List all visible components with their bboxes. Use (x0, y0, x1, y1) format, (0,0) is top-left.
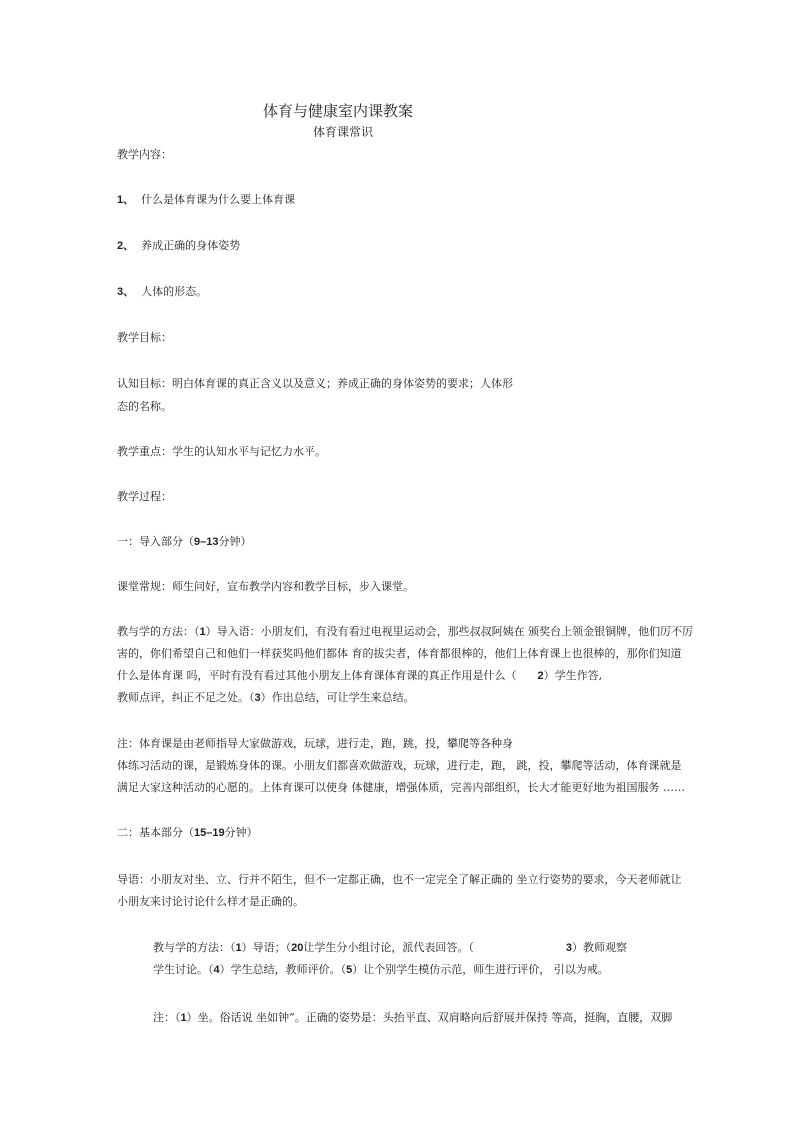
note1-line-3: 满足大家这种活动的心愿的。上体育课可以使身 体健康，增强体质，完善内部组织，长大才能更好地为祖国服务 …… (117, 781, 685, 794)
part2-pre: 二：基本部分（ (117, 826, 194, 839)
content-item-1 (117, 193, 295, 207)
method1-line3a: 什么是体育课 吗，平时有没有看过其他小朋友上体育课体育课的真正作用是什么（ (117, 669, 517, 682)
intro-line-2: 小朋友来讨论讨论什么样才是正确的。 (117, 895, 304, 908)
method1-a: 教与学的方法：（ (117, 625, 200, 638)
part1-pre: 一：导入部分（ (117, 535, 194, 548)
part2-heading (117, 826, 258, 840)
method1-line4-num: 3 (254, 692, 261, 704)
method1-b: ）导入语：小朋友们，有没有看过电视里运动会，那些叔叔阿姨在 颁奖台上领金银铜牌，他们厉不厉 (205, 625, 694, 638)
note2-b: ）坐。俗话说 坐如钟”。正确的姿势是：头抬平直、双肩略向后舒展并保持 等高，挺胸，直腰，双脚 (186, 1011, 673, 1024)
part1-heading (117, 535, 251, 549)
method1-line-1 (117, 625, 693, 639)
content-item-text: 养成正确的身体姿势 (141, 239, 241, 252)
content-item-2 (117, 239, 240, 253)
part1-post: 分钟） (218, 535, 252, 548)
method2-n3: 3 (565, 942, 572, 954)
method1-line3b: ）学生作答, (543, 669, 603, 682)
note1-line-2: 体练习活动的课，是锻炼身体的课。小朋友们都喜欢做游戏，玩球，进行走，跑， 跳，投，攀爬等活动，体育课就是 (117, 759, 682, 772)
method1-num: 1 (199, 626, 206, 638)
method2-line2c: ）让个别学生模仿示范，师生进行评价， 引以为戒。 (352, 963, 609, 976)
content-item-num: 3、 (117, 286, 135, 298)
content-item-text: 人体的形态。 (141, 285, 208, 298)
method2-line-2 (153, 963, 609, 977)
content-item-num: 1、 (117, 194, 135, 206)
method2-b: ）导语；（ (241, 941, 292, 954)
method2-d: ）教师观察 (572, 941, 627, 954)
goal-line-2: 态的名称。 (117, 400, 172, 413)
method1-line-3 (117, 669, 602, 683)
method2-n2: 20 (291, 942, 304, 954)
doc-subtitle: 体育课常识 (313, 125, 374, 139)
intro-line-1: 导语：小朋友对坐、立、行并不陌生，但不一定都正确，也不一定完全了解正确的 坐立行姿势的要求，今天老师就让 (117, 873, 682, 886)
part1-duration: 9–13 (194, 536, 219, 548)
method1-line4a: 教师点评，纠正不足之处。（ (117, 691, 255, 704)
note2-num: 1 (180, 1012, 187, 1024)
teaching-focus: 教学重点：学生的认知水平与记忆力水平。 (117, 445, 326, 458)
class-routine: 课堂常规：师生问好，宣布教学内容和教学目标，步入课堂。 (117, 580, 414, 593)
method1-line3-num: 2 (537, 670, 544, 682)
method2-n4: 4 (213, 964, 220, 976)
method2-c: 让学生分小组讨论，派代表回答。（ (303, 941, 474, 954)
method1-line4b: ）作出总结，可让学生来总结。 (260, 691, 415, 704)
doc-title: 体育与健康室内课教案 (263, 102, 414, 120)
method2-n5: 5 (346, 964, 353, 976)
goal-line-1: 认知目标：明白体育课的真正含义以及意义；养成正确的身体姿势的要求；人体形 (117, 377, 513, 390)
process-heading: 教学过程： (117, 490, 172, 503)
content-item-3 (117, 285, 207, 299)
part2-post: 分钟） (224, 826, 258, 839)
part2-duration: 15–19 (194, 827, 225, 839)
method2-line2b: ）学生总结，教师评价。（ (219, 963, 347, 976)
method2-a: 教与学的方法：（ (153, 941, 236, 954)
content-heading: 教学内容： (117, 148, 172, 161)
method1-line-2: 害的，你们希望自己和他们一样获奖吗他们都体 育的拔尖者，体育都很棒的，他们上体育课上也很棒的，那你们知道 (117, 647, 682, 660)
content-item-text: 什么是体育课为什么要上体育课 (141, 193, 296, 206)
method2-n1: 1 (235, 942, 242, 954)
method1-line-4 (117, 691, 415, 705)
goal-heading: 教学目标： (117, 331, 172, 344)
note2-a: 注：（ (153, 1011, 181, 1024)
content-item-num: 2、 (117, 240, 135, 252)
note1-line-1: 注：体育课是由老师指导大家做游戏，玩球，进行走，跑，跳，投，攀爬等各种身 (117, 737, 513, 750)
note2-line-1 (153, 1011, 672, 1025)
method2-line2a: 学生讨论。（ (153, 963, 214, 976)
method2-line-1 (153, 941, 627, 955)
